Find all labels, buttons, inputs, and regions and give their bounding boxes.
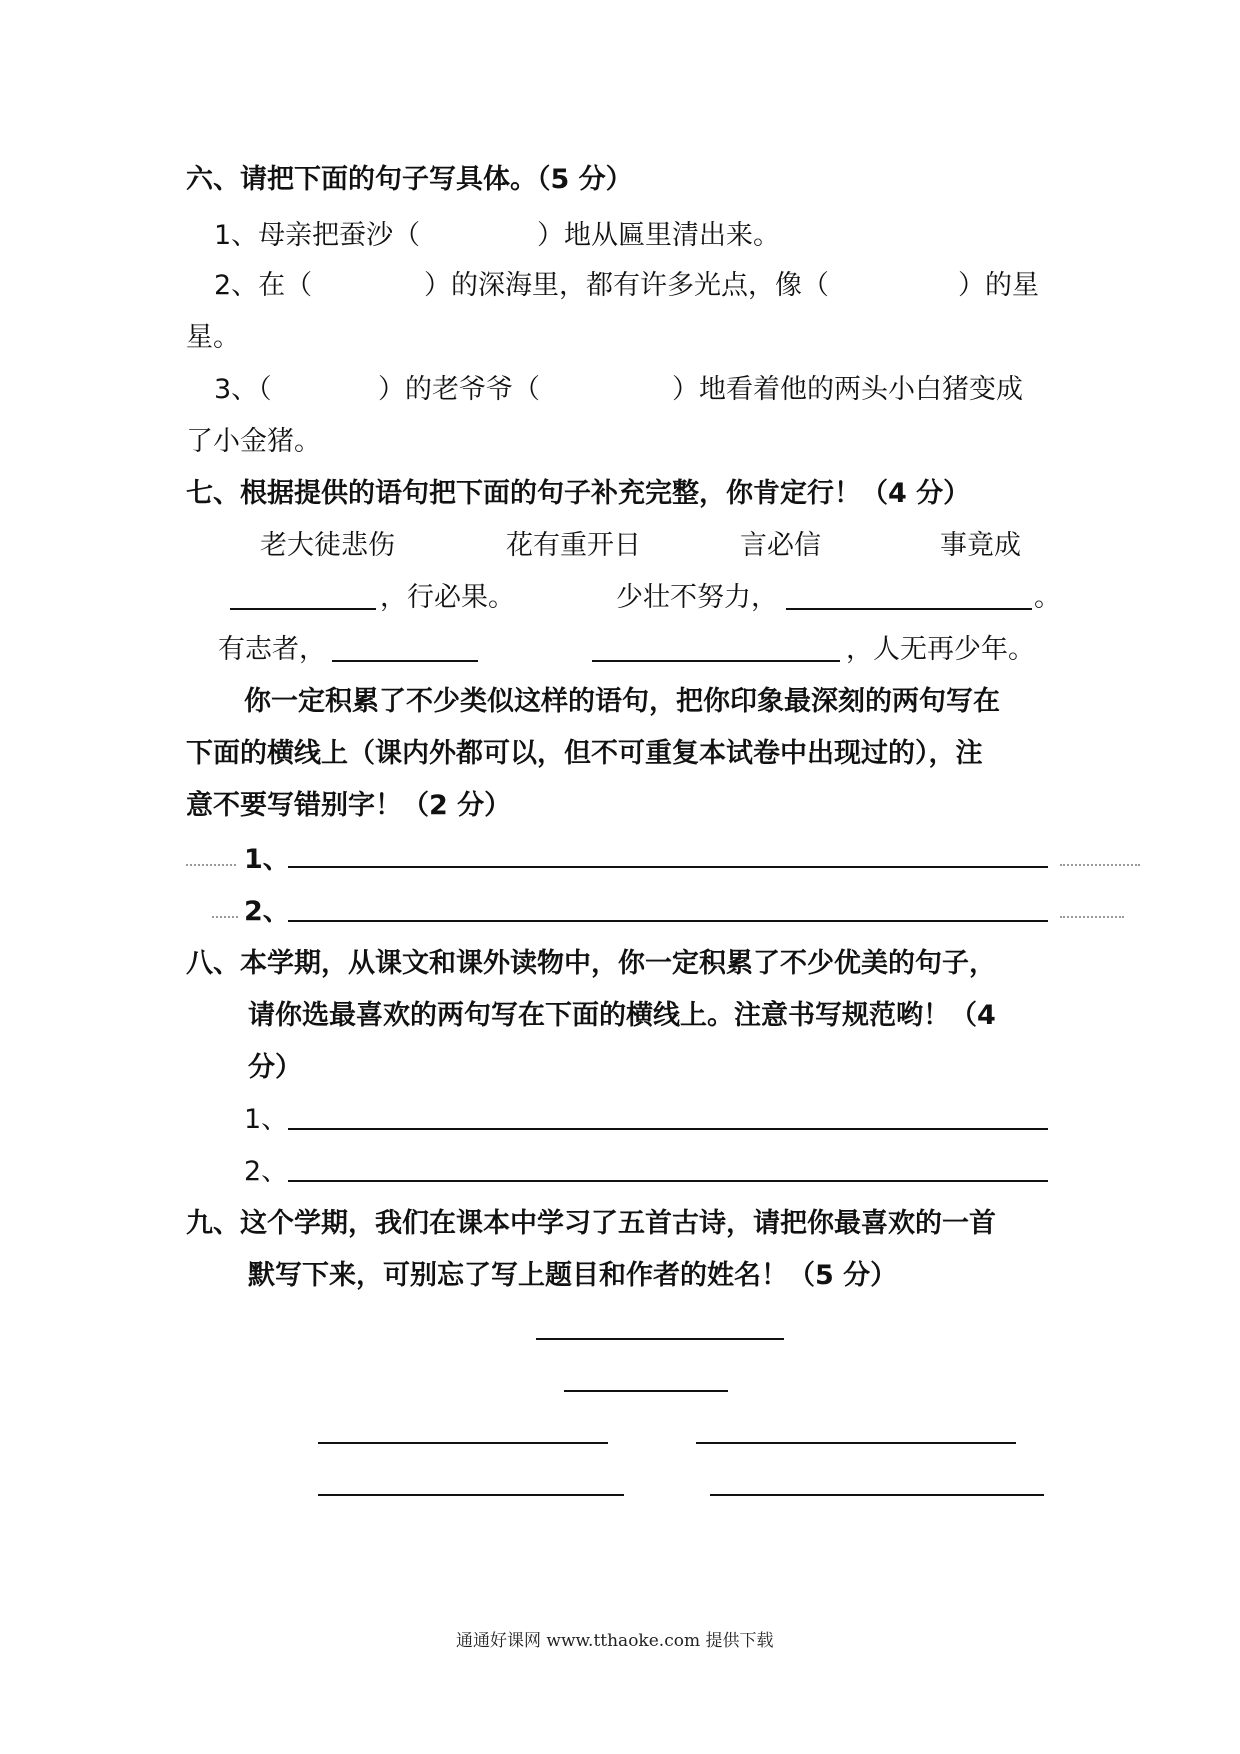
s7-option-4: 事竟成 (940, 530, 1021, 561)
s7-option-3: 言必信 (740, 530, 821, 561)
s7-instruction-line-1: 你一定积累了不少类似这样的语句，把你印象最深刻的两句写在 (244, 686, 1000, 717)
s7-instruction-line-3: 意不要写错别字！（2 分） (186, 790, 512, 821)
s8-line-number-1: 1、 (244, 1104, 289, 1135)
s7-fill-2-text: 少壮不努力， (616, 582, 778, 613)
s8-answer-line-2[interactable] (288, 1180, 1048, 1182)
s7-blank-1[interactable] (230, 608, 376, 610)
section-8-line-3: 分） (248, 1052, 302, 1083)
s7-line-number-1: 1、 (244, 844, 290, 875)
s6-q2-middle: ）的深海里，都有许多光点，像（ (424, 270, 829, 301)
s7-fill-1-text: ，行必果。 (380, 582, 515, 613)
s6-q3-end: ）地看着他的两头小白猪变成 (672, 374, 1023, 405)
s7-fill-2-end: 。 (1034, 582, 1061, 613)
dotted-margin (186, 864, 236, 866)
s7-blank-4[interactable] (592, 660, 840, 662)
s8-answer-line-1[interactable] (288, 1128, 1048, 1130)
section-8-title: 八、本学期，从课文和课外读物中，你一定积累了不少优美的句子， (186, 948, 996, 979)
dotted-margin (1060, 864, 1140, 866)
s7-instruction-line-2: 下面的横线上（课内外都可以，但不可重复本试卷中出现过的），注 (186, 738, 983, 769)
section-9-line-2: 默写下来，可别忘了写上题目和作者的姓名！（5 分） (248, 1260, 898, 1291)
s6-q2-wrap: 星。 (186, 322, 240, 353)
poem-title-line[interactable] (536, 1338, 784, 1340)
section-7-title: 七、根据提供的语句把下面的句子补充完整，你肯定行！（4 分） (186, 478, 971, 509)
poem-verse-line-2[interactable] (696, 1442, 1016, 1444)
poem-author-line[interactable] (564, 1390, 728, 1392)
s8-line-number-2: 2、 (244, 1156, 289, 1187)
dotted-margin (212, 916, 238, 918)
s7-answer-line-2[interactable] (288, 920, 1048, 922)
s7-blank-2[interactable] (786, 608, 1032, 610)
section-6-title: 六、请把下面的句子写具体。（5 分） (186, 164, 633, 195)
dotted-margin (1060, 916, 1124, 918)
poem-verse-line-3[interactable] (318, 1494, 624, 1496)
s6-q1-start: 1、母亲把蚕沙（ (214, 220, 421, 251)
s7-option-2: 花有重开日 (506, 530, 641, 561)
s7-blank-3[interactable] (332, 660, 478, 662)
section-8-line-2: 请你选最喜欢的两句写在下面的横线上。注意书写规范哟！（4 (248, 1000, 996, 1031)
poem-verse-line-4[interactable] (710, 1494, 1044, 1496)
s7-line-number-2: 2、 (244, 896, 290, 927)
s6-q2-end: ）的星 (958, 270, 1039, 301)
s6-q2-start: 2、在（ (214, 270, 313, 301)
poem-verse-line-1[interactable] (318, 1442, 608, 1444)
s7-option-1: 老大徒悲伤 (260, 530, 395, 561)
s6-q1-end: ）地从匾里清出来。 (537, 220, 780, 251)
s7-answer-line-1[interactable] (288, 866, 1048, 868)
s6-q3-middle: ）的老爷爷（ (378, 374, 540, 405)
s6-q3-start: 3、（ (214, 374, 272, 405)
section-9-title: 九、这个学期，我们在课本中学习了五首古诗，请把你最喜欢的一首 (186, 1208, 996, 1239)
footer-credit: 通通好课网 www.tthaoke.com 提供下载 (456, 1631, 774, 1651)
s6-q3-wrap: 了小金猪。 (186, 426, 321, 457)
s7-fill-4-text: ，人无再少年。 (846, 634, 1035, 665)
s7-fill-3-text: 有志者， (218, 634, 326, 665)
